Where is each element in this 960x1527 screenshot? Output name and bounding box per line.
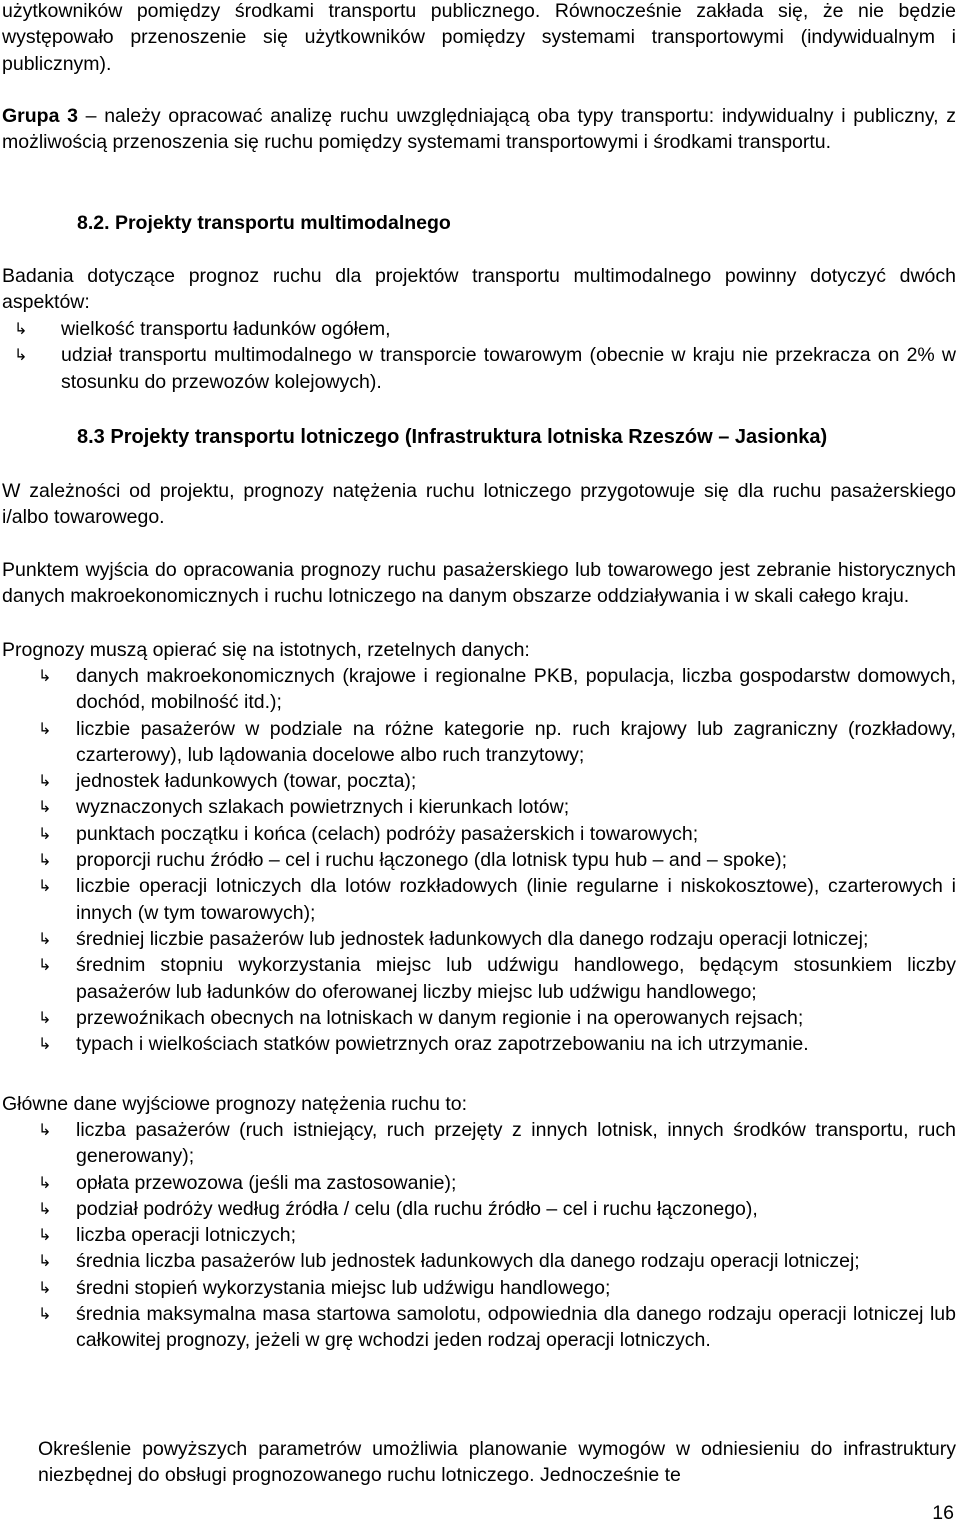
arrow-bullet-icon: ↳ [38, 1304, 52, 1324]
arrow-bullet-icon: ↳ [38, 823, 52, 843]
arrow-bullet-icon: ↳ [38, 1120, 52, 1139]
arrow-bullet-icon: ↳ [38, 955, 52, 975]
list-item: ↳ liczba pasażerów (ruch istniejący, ruch przejęty z innych lotnisk, innych środków transportu, ruch generowany); [38, 1119, 956, 1168]
arrow-bullet-icon: ↳ [38, 876, 52, 896]
arrow-bullet-icon: ↳ [38, 1034, 52, 1054]
group3-text: – należy opracować analizę ruchu uwzględniającą oba typy transportu: indywidualny i publiczny, z możliwością przenoszenia się ruchu pomiędzy systemami transportowymi i środkami transportu. [2, 105, 956, 154]
arrow-bullet-icon: ↳ [38, 928, 52, 948]
list-item: ↳ średni stopień wykorzystania miejsc lub udźwigu handlowego; [38, 1275, 956, 1301]
multimodal-paragraph: Badania dotyczące prognoz ruchu dla projektów transportu multimodalnego powinny dotyczyć dwóch aspektów: [2, 265, 956, 314]
aviation-intro-paragraph: W zależności od projektu, prognozy natężenia ruchu lotniczego przygotowuje się dla ruchu pasażerskiego i/albo towarowego. [2, 480, 956, 529]
list-item: ↳ średnim stopniu wykorzystania miejsc lub udźwigu handlowego, będącym stosunkiem liczby pasażerów lub ładunków do oferowanej liczby miejsc lub udźwigu handlowego; [38, 954, 956, 1003]
arrow-bullet-icon: ↳ [14, 319, 28, 338]
main-outputs-paragraph: Główne dane wyjściowe prognozy natężenia ruchu to: [2, 1093, 468, 1115]
forecast-data-list [38, 663, 956, 1057]
arrow-bullet-icon: ↳ [38, 1172, 52, 1192]
arrow-bullet-icon: ↳ [38, 1007, 52, 1027]
arrow-bullet-icon: ↳ [38, 666, 52, 685]
starting-point-paragraph: Punktem wyjścia do opracowania prognozy ruchu pasażerskiego lub towarowego jest zebranie historycznych danych makroekonomicznych i ruchu lotniczego na danym obszarze oddziaływania i w skali całego kraju. [2, 559, 956, 608]
list-item: ↳ liczba operacji lotniczych; [38, 1222, 956, 1248]
list-item: ↳ liczbie pasażerów w podziale na różne kategorie np. ruch krajowy lub zagraniczny (rozkładowy, czarterowy), lub lądowania docelowe albo ruch tranzytowy; [38, 717, 956, 766]
list-item: ↳ średnia liczba pasażerów lub jednostek ładunkowych dla danego rodzaju operacji lotniczej; [38, 1248, 956, 1274]
arrow-bullet-icon: ↳ [38, 1198, 52, 1218]
arrow-bullet-icon: ↳ [38, 1225, 52, 1245]
list-item: ↳ średnia maksymalna masa startowa samolotu, odpowiednia dla danego rodzaju operacji lotniczej lub całkowitej prognozy, jeżeli w grę wchodzi jeden rodzaj operacji lotniczych. [38, 1303, 956, 1352]
main-outputs-list [38, 1117, 956, 1354]
arrow-bullet-icon: ↳ [38, 850, 52, 870]
section-heading-8-3: 8.3 Projekty transportu lotniczego (Infrastruktura lotniska Rzeszów – Jasionka) [77, 426, 828, 448]
group3-paragraph [2, 103, 956, 156]
page-number: 16 [932, 1502, 954, 1524]
group3-label: Grupa 3 [2, 105, 78, 127]
list-item: ↳ opłata przewozowa (jeśli ma zastosowanie); [38, 1170, 956, 1196]
list-item: ↳ jednostek ładunkowych (towar, poczta); [38, 768, 956, 794]
section-heading-8-2: 8.2. Projekty transportu multimodalnego [77, 212, 451, 234]
arrow-bullet-icon: ↳ [38, 771, 52, 791]
forecast-data-paragraph: Prognozy muszą opierać się na istotnych, rzetelnych danych: [2, 639, 530, 661]
arrow-bullet-icon: ↳ [38, 1277, 52, 1297]
list-item: ↳ danych makroekonomicznych (krajowe i regionalne PKB, populacja, liczba gospodarstw domowych, dochód, mobilność itd.); [38, 665, 956, 714]
list-item: ↳ liczbie operacji lotniczych dla lotów rozkładowych (linie regularne i niskokosztowe), czarterowych i innych (w tym towarowych); [38, 875, 956, 924]
list-item: ↳ wyznaczonych szlakach powietrznych i kierunkach lotów; [38, 794, 956, 820]
list-item: ↳ proporcji ruchu źródło – cel i ruchu łączonego (dla lotnisk typu hub – and – spoke); [38, 847, 956, 873]
list-item: ↳ podział podróży według źródła / celu (dla ruchu źródło – cel i ruchu łączonego), [38, 1196, 956, 1222]
list-item: ↳ punktach początku i końca (celach) podróży pasażerskich i towarowych; [38, 821, 956, 847]
arrow-bullet-icon: ↳ [38, 797, 52, 817]
list-item: ↳ typach i wielkościach statków powietrznych oraz zapotrzebowaniu na ich utrzymanie. [38, 1031, 956, 1057]
arrow-bullet-icon: ↳ [38, 718, 52, 738]
arrow-bullet-icon: ↳ [14, 345, 28, 365]
list-item: ↳ średniej liczbie pasażerów lub jednostek ładunkowych dla danego rodzaju operacji lotniczej; [38, 926, 956, 952]
arrow-bullet-icon: ↳ [38, 1251, 52, 1271]
closing-paragraph: Określenie powyższych parametrów umożliwia planowanie wymogów w odniesieniu do infrastruktury niezbędnej do obsługi prognozowanego ruchu lotniczego. Jednocześnie te [38, 1438, 956, 1487]
intro-paragraph: użytkowników pomiędzy środkami transportu publicznego. Równocześnie zakłada się, że nie będzie występowało przenoszenie się użytkowników pomiędzy systemami transportowymi (indywidualnym i publicznym). [2, 0, 956, 75]
multimodal-list [14, 316, 956, 395]
list-item: ↳ udział transportu multimodalnego w transporcie towarowym (obecnie w kraju nie przekracza on 2% w stosunku do przewozów kolejowych). [14, 344, 956, 393]
list-item: ↳ wielkość transportu ładunków ogółem, [14, 316, 956, 342]
list-item: ↳ przewoźnikach obecnych na lotniskach w danym regionie i na operowanych rejsach; [38, 1005, 956, 1031]
